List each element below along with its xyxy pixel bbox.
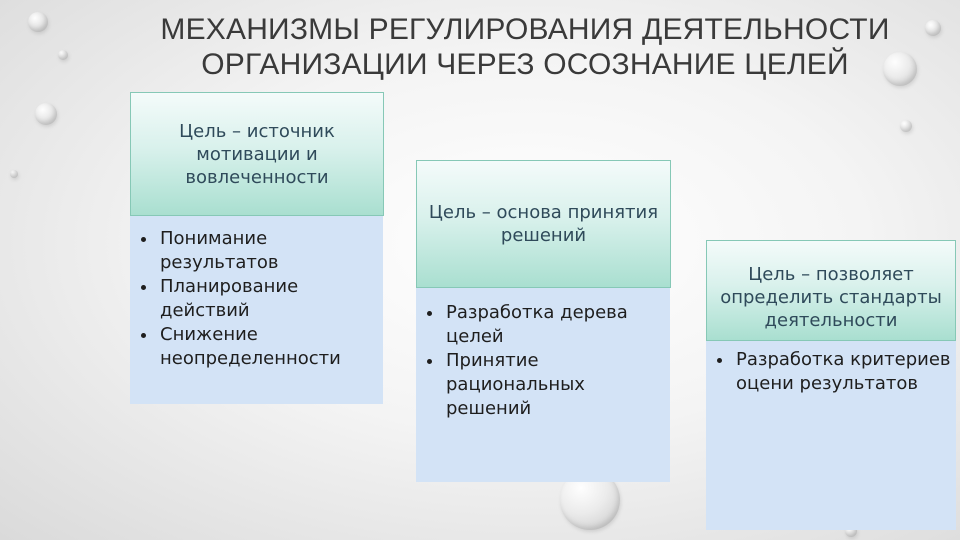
block-2-list [416, 301, 670, 421]
page-title [120, 12, 930, 82]
block-2-heading-text: Цель – основа принятия решений [428, 202, 659, 246]
block-2-heading [416, 160, 671, 288]
list-item: • Разработка критериев оцени результатов [734, 348, 956, 396]
decorative-drop [900, 120, 912, 132]
block-3-body [706, 340, 956, 530]
title-line-1: МЕХАНИЗМЫ РЕГУЛИРОВАНИЯ ДЕЯТЕЛЬНОСТИ [160, 13, 890, 46]
decorative-drop [10, 170, 18, 178]
list-item: • Понимание результатов [158, 227, 383, 275]
list-item: • Планирование действий [158, 275, 383, 323]
decorative-drop [58, 50, 68, 60]
block-3-list [706, 348, 956, 396]
list-item: • Снижение неопределенности [158, 323, 383, 371]
block-1-body [130, 215, 383, 404]
block-3-heading [706, 240, 956, 341]
block-3-heading-text: Цель – позволяет определить стандарты деятельности [720, 264, 942, 331]
list-item: • Разработка дерева целей [444, 301, 670, 349]
block-1-heading [130, 92, 384, 216]
list-item: • Принятие рациональных решений [444, 349, 670, 421]
decorative-drop [28, 12, 48, 32]
block-1-heading-text: Цель – источник мотивации и вовлеченности [179, 120, 335, 188]
block-1-list [130, 227, 383, 371]
decorative-drop [35, 103, 57, 125]
block-2-body [416, 287, 670, 482]
title-line-2: ОРГАНИЗАЦИИ ЧЕРЕЗ ОСОЗНАНИЕ ЦЕЛЕЙ [201, 48, 849, 81]
